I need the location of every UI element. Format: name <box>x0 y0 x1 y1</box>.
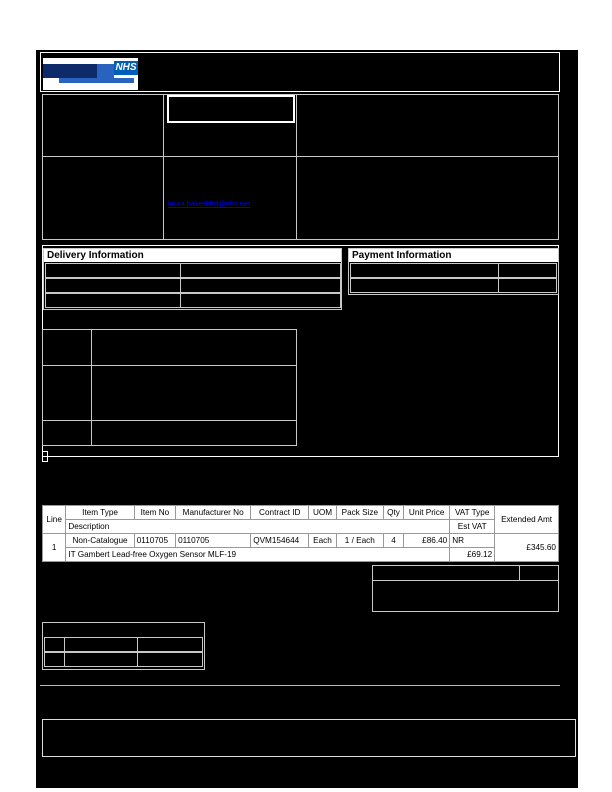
col-vat-type: VAT Type <box>450 506 495 520</box>
summary-col-divider-2 <box>137 637 138 667</box>
notes-col-divider <box>91 329 92 446</box>
cell-contract-id: QVM154644 <box>251 534 309 548</box>
cell-pack-size: 1 / Each <box>336 534 383 548</box>
delivery-row-1 <box>45 263 341 278</box>
cell-extended-amt: £345.60 <box>495 534 559 562</box>
details-divider-h <box>42 156 559 157</box>
summary-col-divider-1 <box>64 637 65 667</box>
totals-row-divider <box>372 580 559 581</box>
contact-email-link[interactable]: laura.bakerbird@nhs.net <box>168 199 251 208</box>
cell-item-no: 0110705 <box>134 534 175 548</box>
col-extended-amt: Extended Amt <box>495 506 559 534</box>
payment-row-1 <box>350 263 557 278</box>
section-divider <box>40 685 560 686</box>
highlight-box <box>167 95 295 123</box>
cell-qty: 4 <box>383 534 403 548</box>
notes-row-divider-2 <box>42 420 297 421</box>
notes-grid <box>42 329 297 446</box>
totals-col-divider <box>519 565 520 580</box>
table-row-description <box>43 548 559 562</box>
col-est-vat: Est VAT <box>450 520 495 534</box>
delivery-title: Delivery Information <box>44 249 341 262</box>
page-marker <box>42 451 48 462</box>
items-table <box>42 505 559 562</box>
col-description: Description <box>66 520 450 534</box>
cell-vat-type: NR <box>450 534 495 548</box>
col-item-type: Item Type <box>66 506 134 520</box>
details-divider-v1 <box>163 94 164 240</box>
table-header-row-2 <box>43 520 559 534</box>
table-row <box>43 534 559 548</box>
delivery-row-3 <box>45 293 341 308</box>
details-grid <box>42 94 559 240</box>
cell-manufacturer-no: 0110705 <box>176 534 251 548</box>
payment-title: Payment Information <box>349 249 558 262</box>
summary-row-1 <box>44 637 203 652</box>
payment-col-divider <box>498 263 499 293</box>
details-divider-v2 <box>296 94 297 240</box>
nhs-logo-text: NHS <box>115 62 137 73</box>
cell-unit-price: £86.40 <box>404 534 450 548</box>
col-pack-size: Pack Size <box>336 506 383 520</box>
notes-row-divider-1 <box>42 365 297 366</box>
col-line: Line <box>43 506 66 534</box>
col-unit-price: Unit Price <box>404 506 450 520</box>
col-uom: UOM <box>309 506 336 520</box>
cell-item-type: Non-Catalogue <box>66 534 134 548</box>
cell-line: 1 <box>43 534 66 562</box>
payment-row-2 <box>350 278 557 293</box>
col-manufacturer-no: Manufacturer No <box>176 506 251 520</box>
delivery-row-2 <box>45 278 341 293</box>
nhs-logo <box>43 58 138 90</box>
summary-row-2 <box>44 652 203 667</box>
cell-uom: Each <box>309 534 336 548</box>
footer-box <box>42 719 576 757</box>
delivery-col-divider <box>180 263 181 308</box>
cell-est-vat: £69.12 <box>450 548 495 562</box>
col-contract-id: Contract ID <box>251 506 309 520</box>
col-item-no: Item No <box>134 506 175 520</box>
totals-box <box>372 565 559 612</box>
col-qty: Qty <box>383 506 403 520</box>
table-header-row <box>43 506 559 520</box>
cell-description: IT Gambert Lead-free Oxygen Sensor MLF-19 <box>66 548 450 562</box>
